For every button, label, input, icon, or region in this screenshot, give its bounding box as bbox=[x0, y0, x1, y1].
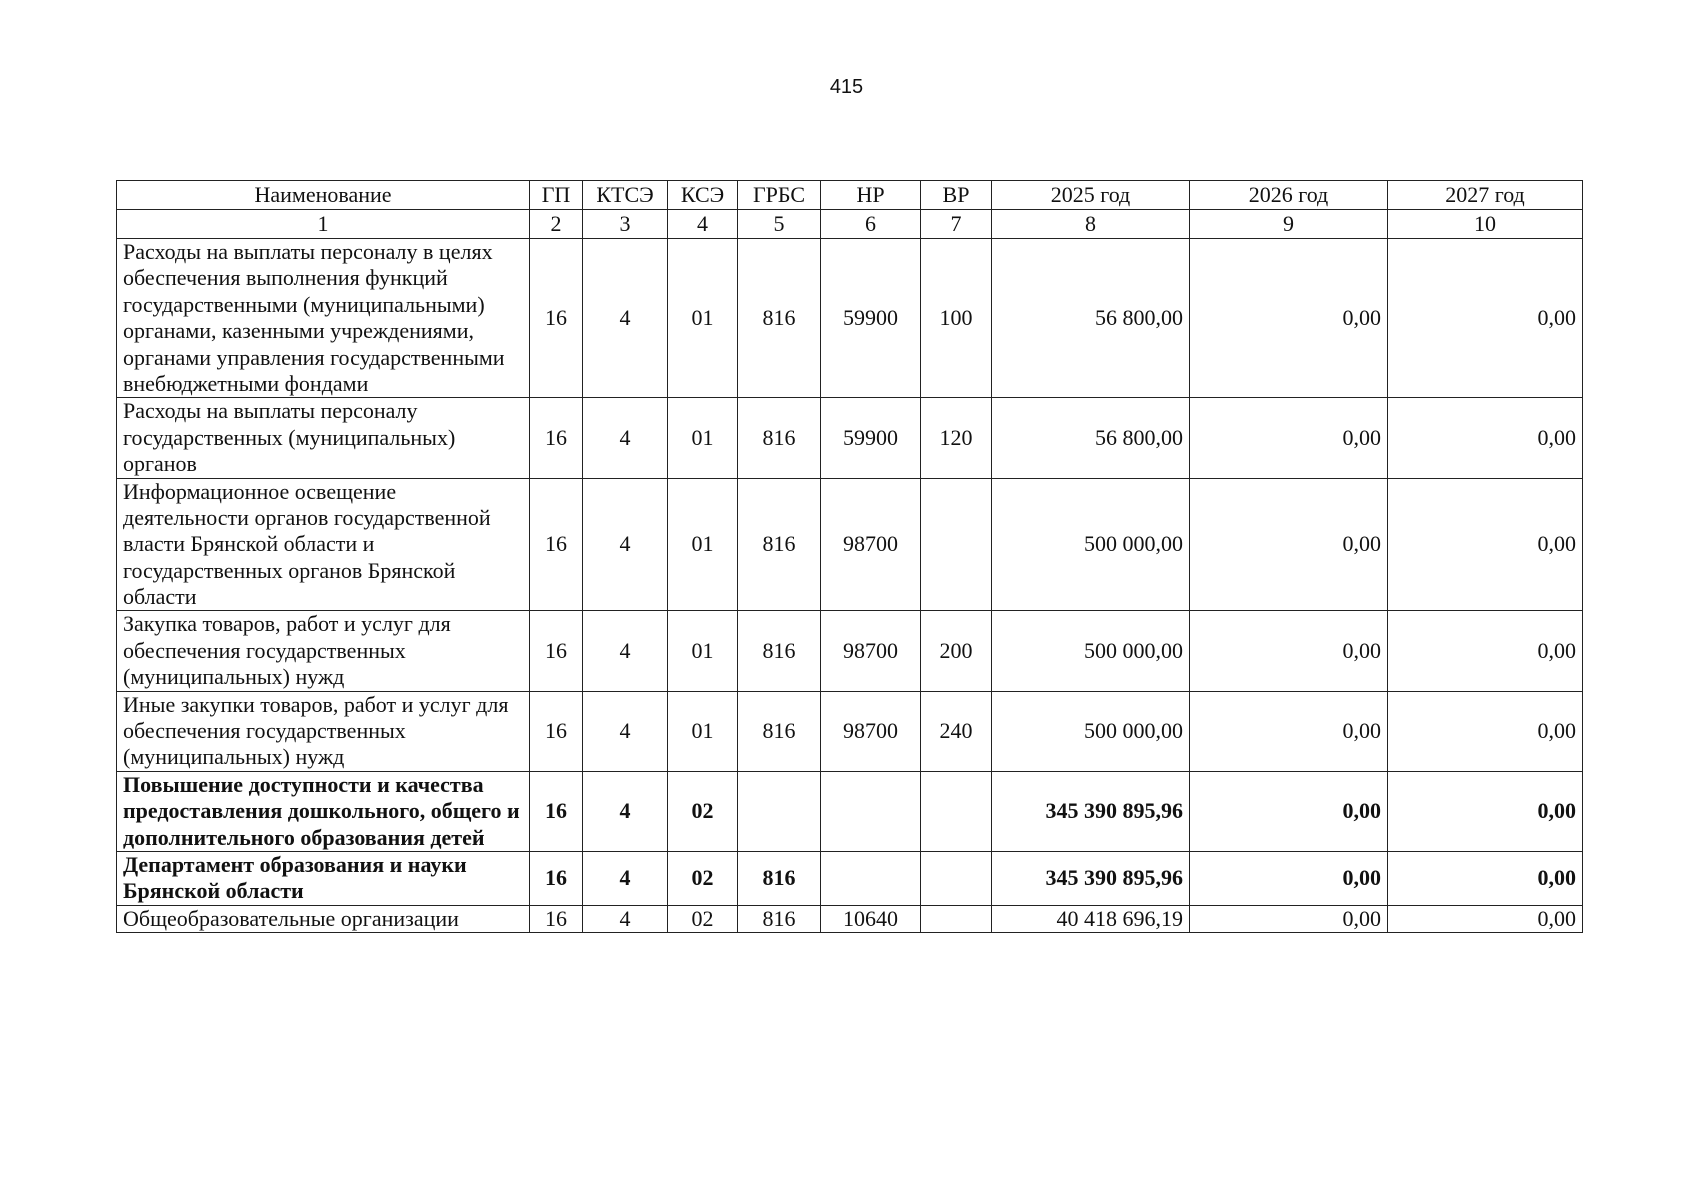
column-header-gp: ГП bbox=[530, 181, 583, 210]
cell-2025: 345 390 895,96 bbox=[992, 851, 1190, 905]
cell-ktse: 4 bbox=[583, 905, 668, 932]
row-name: Общеобразовательные организации bbox=[117, 905, 530, 932]
cell-kse: 01 bbox=[668, 478, 738, 611]
cell-nr: 59900 bbox=[821, 239, 921, 398]
cell-kse: 02 bbox=[668, 851, 738, 905]
cell-vr: 100 bbox=[921, 239, 992, 398]
cell-2026: 0,00 bbox=[1190, 771, 1388, 851]
column-index: 9 bbox=[1190, 210, 1388, 239]
cell-2025: 345 390 895,96 bbox=[992, 771, 1190, 851]
table-row-section bbox=[117, 851, 1583, 905]
cell-ktse: 4 bbox=[583, 851, 668, 905]
row-name: Расходы на выплаты персоналу в целях обеспечения выполнения функций государственными (муниципальными) органами, казенными учреждениями, органами управления государственными внебюджетными фондами bbox=[117, 239, 530, 398]
column-index: 5 bbox=[738, 210, 821, 239]
cell-gp: 16 bbox=[530, 691, 583, 771]
cell-2026: 0,00 bbox=[1190, 851, 1388, 905]
cell-gp: 16 bbox=[530, 851, 583, 905]
column-index: 3 bbox=[583, 210, 668, 239]
table-row bbox=[117, 239, 1583, 398]
column-header-2026: 2026 год bbox=[1190, 181, 1388, 210]
cell-ktse: 4 bbox=[583, 691, 668, 771]
column-index: 6 bbox=[821, 210, 921, 239]
cell-grbs: 816 bbox=[738, 691, 821, 771]
cell-2027: 0,00 bbox=[1388, 905, 1583, 932]
column-header-2027: 2027 год bbox=[1388, 181, 1583, 210]
cell-2027: 0,00 bbox=[1388, 611, 1583, 691]
cell-grbs: 816 bbox=[738, 239, 821, 398]
column-index: 2 bbox=[530, 210, 583, 239]
cell-2025: 500 000,00 bbox=[992, 611, 1190, 691]
cell-2025: 500 000,00 bbox=[992, 478, 1190, 611]
cell-2025: 56 800,00 bbox=[992, 239, 1190, 398]
cell-gp: 16 bbox=[530, 771, 583, 851]
page-number: 415 bbox=[829, 76, 864, 98]
table-row bbox=[117, 478, 1583, 611]
column-header-name: Наименование bbox=[117, 181, 530, 210]
table-row-section bbox=[117, 771, 1583, 851]
row-name: Департамент образования и науки Брянской области bbox=[117, 851, 530, 905]
cell-gp: 16 bbox=[530, 239, 583, 398]
cell-grbs: 816 bbox=[738, 398, 821, 478]
cell-2026: 0,00 bbox=[1190, 478, 1388, 611]
column-header-kse: КСЭ bbox=[668, 181, 738, 210]
cell-ktse: 4 bbox=[583, 478, 668, 611]
cell-2026: 0,00 bbox=[1190, 905, 1388, 932]
cell-2027: 0,00 bbox=[1388, 771, 1583, 851]
cell-vr: 240 bbox=[921, 691, 992, 771]
cell-vr bbox=[921, 771, 992, 851]
column-header-nr: НР bbox=[821, 181, 921, 210]
cell-nr: 98700 bbox=[821, 611, 921, 691]
cell-nr bbox=[821, 851, 921, 905]
row-name: Информационное освещение деятельности органов государственной власти Брянской области и государственных органов Брянской области bbox=[117, 478, 530, 611]
cell-grbs bbox=[738, 771, 821, 851]
column-header-vr: ВР bbox=[921, 181, 992, 210]
cell-kse: 01 bbox=[668, 691, 738, 771]
row-name: Расходы на выплаты персоналу государственных (муниципальных) органов bbox=[117, 398, 530, 478]
column-header-grbs: ГРБС bbox=[738, 181, 821, 210]
cell-kse: 01 bbox=[668, 239, 738, 398]
table-row bbox=[117, 611, 1583, 691]
cell-2027: 0,00 bbox=[1388, 691, 1583, 771]
cell-vr bbox=[921, 851, 992, 905]
index-row bbox=[117, 210, 1583, 239]
cell-nr bbox=[821, 771, 921, 851]
cell-gp: 16 bbox=[530, 905, 583, 932]
cell-ktse: 4 bbox=[583, 771, 668, 851]
cell-2027: 0,00 bbox=[1388, 398, 1583, 478]
cell-grbs: 816 bbox=[738, 905, 821, 932]
cell-kse: 01 bbox=[668, 398, 738, 478]
cell-2026: 0,00 bbox=[1190, 611, 1388, 691]
cell-vr: 120 bbox=[921, 398, 992, 478]
cell-2025: 500 000,00 bbox=[992, 691, 1190, 771]
table-row bbox=[117, 905, 1583, 932]
cell-kse: 02 bbox=[668, 905, 738, 932]
cell-grbs: 816 bbox=[738, 611, 821, 691]
cell-2027: 0,00 bbox=[1388, 851, 1583, 905]
cell-nr: 59900 bbox=[821, 398, 921, 478]
cell-gp: 16 bbox=[530, 478, 583, 611]
cell-nr: 98700 bbox=[821, 691, 921, 771]
cell-nr: 98700 bbox=[821, 478, 921, 611]
row-name: Иные закупки товаров, работ и услуг для обеспечения государственных (муниципальных) нужд bbox=[117, 691, 530, 771]
column-index: 8 bbox=[992, 210, 1190, 239]
row-name: Повышение доступности и качества предоставления дошкольного, общего и дополнительного образования детей bbox=[117, 771, 530, 851]
cell-2026: 0,00 bbox=[1190, 398, 1388, 478]
cell-ktse: 4 bbox=[583, 239, 668, 398]
cell-nr: 10640 bbox=[821, 905, 921, 932]
column-index: 1 bbox=[117, 210, 530, 239]
column-header-ktse: КТСЭ bbox=[583, 181, 668, 210]
cell-gp: 16 bbox=[530, 611, 583, 691]
cell-kse: 01 bbox=[668, 611, 738, 691]
table-row bbox=[117, 691, 1583, 771]
cell-2025: 40 418 696,19 bbox=[992, 905, 1190, 932]
header-row bbox=[117, 181, 1583, 210]
cell-gp: 16 bbox=[530, 398, 583, 478]
cell-vr bbox=[921, 478, 992, 611]
cell-2026: 0,00 bbox=[1190, 239, 1388, 398]
cell-2027: 0,00 bbox=[1388, 239, 1583, 398]
cell-ktse: 4 bbox=[583, 398, 668, 478]
cell-2025: 56 800,00 bbox=[992, 398, 1190, 478]
cell-ktse: 4 bbox=[583, 611, 668, 691]
cell-2027: 0,00 bbox=[1388, 478, 1583, 611]
cell-grbs: 816 bbox=[738, 478, 821, 611]
cell-2026: 0,00 bbox=[1190, 691, 1388, 771]
column-index: 7 bbox=[921, 210, 992, 239]
column-index: 10 bbox=[1388, 210, 1583, 239]
table-row bbox=[117, 398, 1583, 478]
cell-kse: 02 bbox=[668, 771, 738, 851]
row-name: Закупка товаров, работ и услуг для обеспечения государственных (муниципальных) нужд bbox=[117, 611, 530, 691]
cell-vr: 200 bbox=[921, 611, 992, 691]
column-header-2025: 2025 год bbox=[992, 181, 1190, 210]
cell-grbs: 816 bbox=[738, 851, 821, 905]
cell-vr bbox=[921, 905, 992, 932]
budget-table bbox=[116, 180, 1583, 933]
column-index: 4 bbox=[668, 210, 738, 239]
